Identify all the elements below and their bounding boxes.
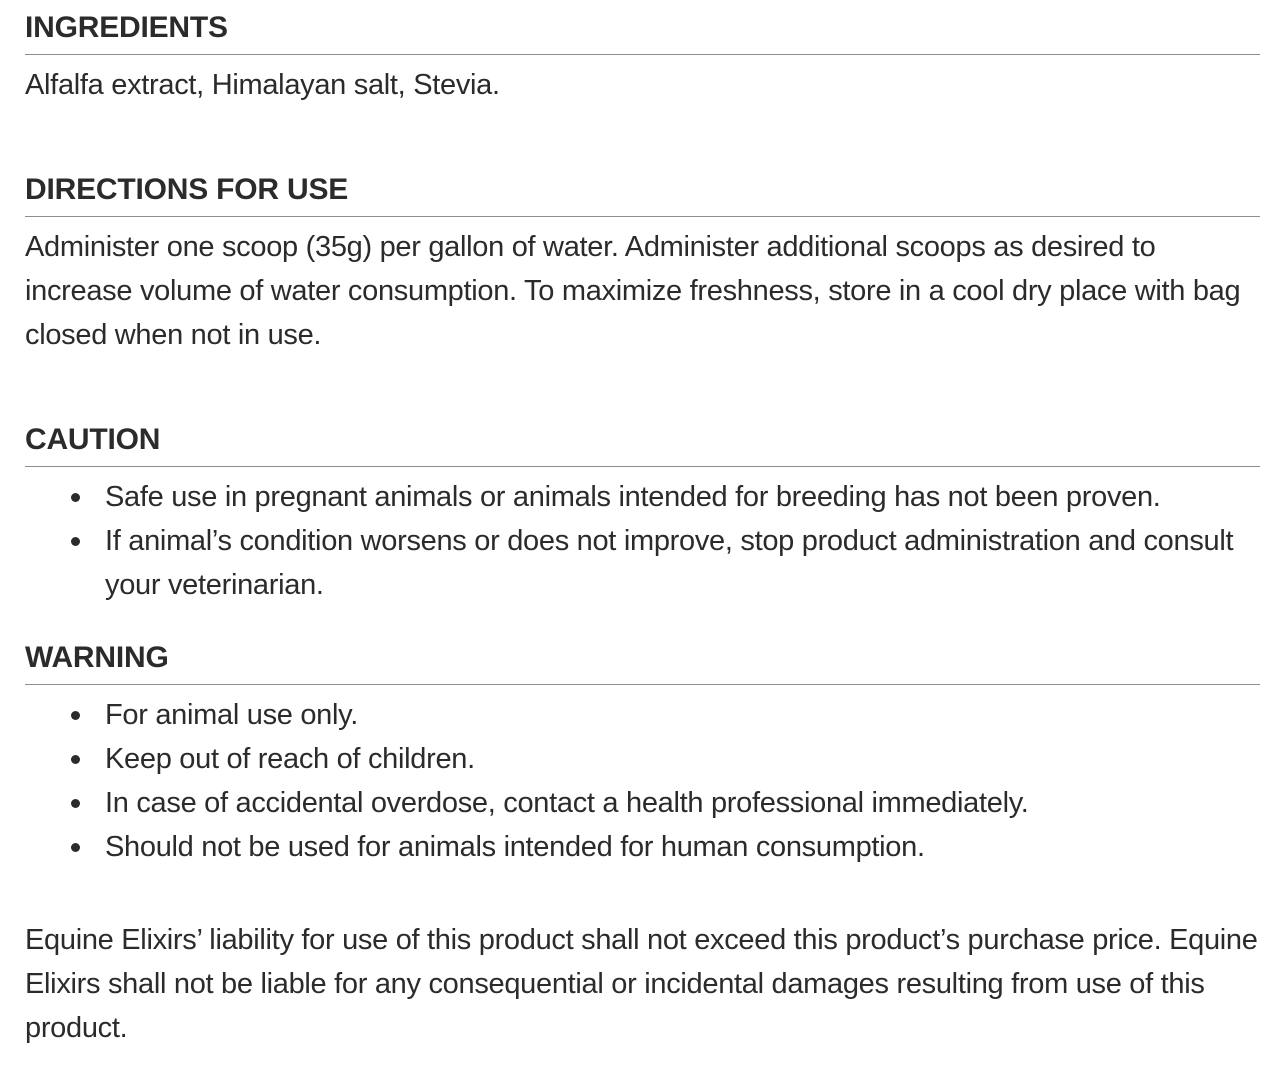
ingredients-section	[25, 10, 1260, 107]
warning-section	[25, 640, 1260, 869]
warning-item-text: For animal use only.	[105, 699, 358, 731]
bullet-icon	[71, 493, 80, 502]
directions-heading: DIRECTIONS FOR USE	[25, 172, 1260, 217]
caution-section	[25, 422, 1260, 607]
caution-item-text: If animal’s condition worsens or does not improve, stop product administration and consult your veterinarian.	[105, 525, 1234, 601]
caution-item	[25, 475, 1260, 519]
directions-section	[25, 172, 1260, 357]
warning-item-text: In case of accidental overdose, contact a health professional immediately.	[105, 787, 1029, 819]
caution-item-text: Safe use in pregnant animals or animals intended for breeding has not been proven.	[105, 481, 1161, 513]
bullet-icon	[71, 711, 80, 720]
bullet-icon	[71, 537, 80, 546]
warning-item-text: Keep out of reach of children.	[105, 743, 475, 775]
bullet-icon	[71, 755, 80, 764]
caution-item	[25, 519, 1260, 607]
warning-list	[25, 693, 1260, 869]
warning-heading: WARNING	[25, 640, 1260, 685]
ingredients-text: Alfalfa extract, Himalayan salt, Stevia.	[25, 69, 500, 101]
bullet-icon	[71, 843, 80, 852]
bullet-icon	[71, 799, 80, 808]
liability-section	[25, 918, 1260, 1050]
liability-text: Equine Elixirs’ liability for use of this product shall not exceed this product’s purchase price. Equine Elixirs shall not be liable for any consequential or incidental damages resulting from use of this product.	[25, 924, 1258, 1044]
ingredients-heading: INGREDIENTS	[25, 10, 1260, 55]
warning-item	[25, 693, 1260, 737]
directions-text: Administer one scoop (35g) per gallon of water. Administer additional scoops as desired to increase volume of water consumption. To maximize freshness, store in a cool dry place with bag closed when not in use.	[25, 231, 1241, 351]
warning-item-text: Should not be used for animals intended for human consumption.	[105, 831, 925, 863]
warning-item	[25, 825, 1260, 869]
caution-list	[25, 475, 1260, 607]
warning-item	[25, 781, 1260, 825]
caution-heading: CAUTION	[25, 422, 1260, 467]
warning-item	[25, 737, 1260, 781]
